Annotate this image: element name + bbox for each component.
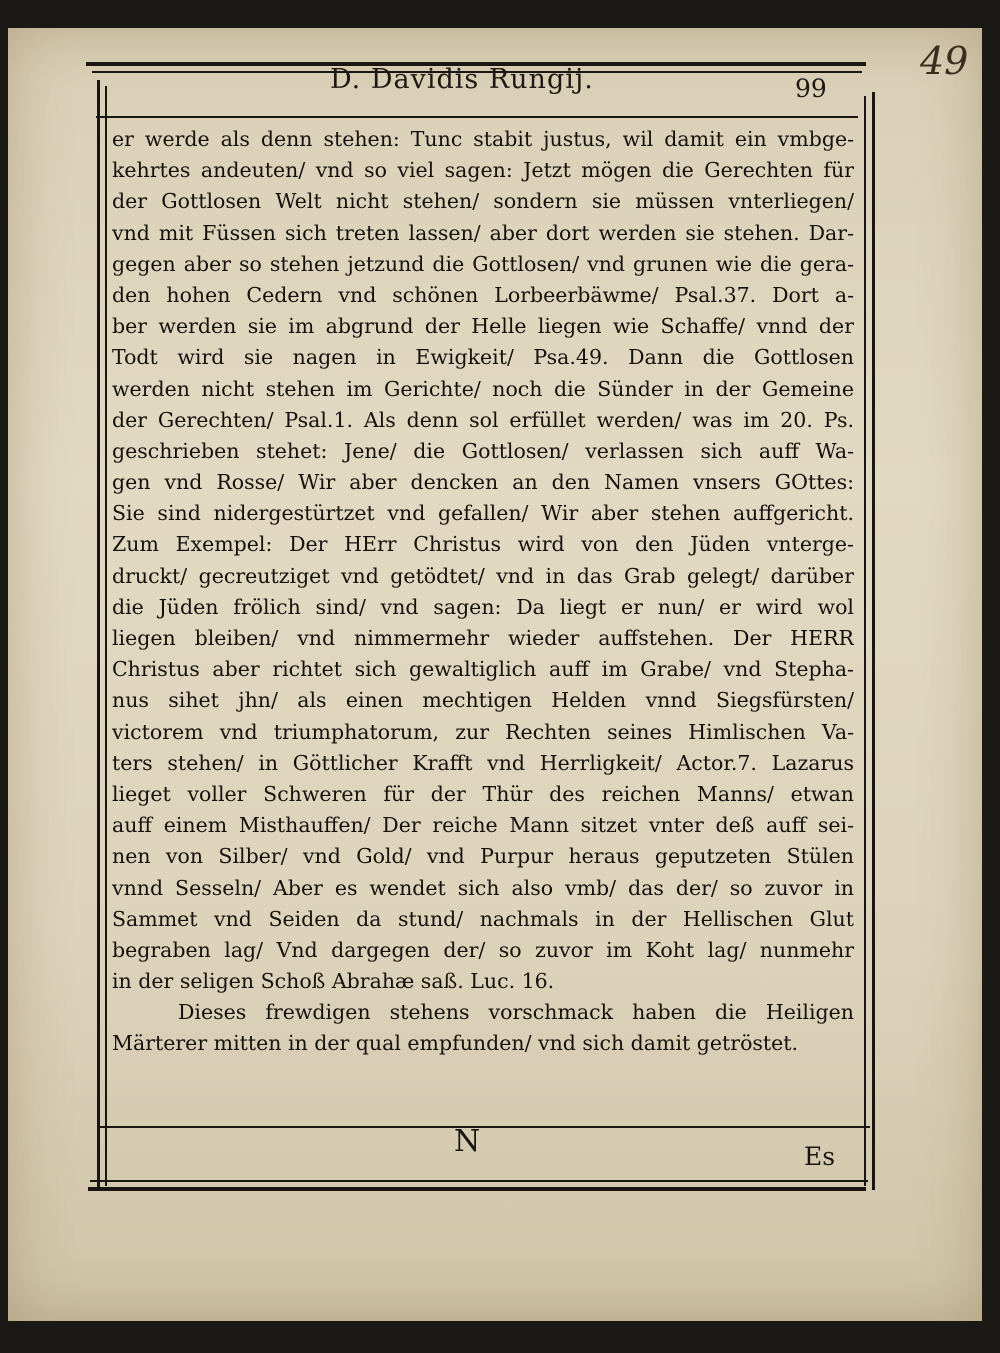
main-text-block — [112, 124, 854, 1060]
catchword: Es — [804, 1142, 836, 1171]
right-border-inner — [864, 96, 866, 1186]
text-line: die Jüden frölich sind/ vnd sagen: Da liegt er nun/ er wird wol — [112, 594, 854, 619]
text-line: Märterer mitten in der qual empfunden/ vnd sich damit getröstet. — [112, 1031, 799, 1056]
text-line: Christus aber richtet sich gewaltiglich auff im Grabe/ vnd Stepha- — [112, 657, 854, 682]
text-line: Dieses frewdigen stehens vorschmack haben die Heiligen — [178, 1000, 854, 1025]
bottom-rule-thick — [88, 1187, 866, 1191]
bottom-rule-thin — [90, 1180, 868, 1182]
left-border-outer — [97, 80, 100, 1190]
text-line: geschrieben stehet: Jene/ die Gottlosen/ verlassen sich auff Wa- — [112, 438, 854, 463]
text-line: druckt/ gecreutziget vnd getödtet/ vnd in das Grab gelegt/ darüber — [112, 563, 854, 588]
text-line: der Gottlosen Welt nicht stehen/ sondern sie müssen vnterliegen/ — [112, 189, 854, 214]
running-title: D. Davidis Rungij. — [330, 64, 594, 95]
page-number: 99 — [795, 74, 827, 103]
text-line: Sie sind nidergestürtzet vnd gefallen/ Wir aber stehen auffgericht. — [112, 501, 854, 526]
text-line: der Gerechten/ Psal.1. Als denn sol erfüllet werden/ was im 20. Ps. — [112, 407, 854, 432]
text-line: Todt wird sie nagen in Ewigkeit/ Psa.49. Dann die Gottlosen — [112, 345, 854, 370]
text-line: in der seligen Schoß Abrahæ saß. Luc. 16. — [112, 969, 555, 994]
footer-rule — [100, 1126, 870, 1128]
handwritten-leaf-number: 49 — [920, 39, 969, 83]
text-line: kehrtes andeuten/ vnd so viel sagen: Jetzt mögen die Gerechten für — [112, 158, 854, 183]
text-line: liegen bleiben/ vnd nimmermehr wieder auffstehen. Der HERR — [112, 626, 854, 650]
text-line: nus sihet jhn/ als einen mechtigen Helden vnnd Siegsfürsten/ — [112, 688, 854, 713]
signature-mark: N — [454, 1124, 481, 1159]
text-line: werden nicht stehen im Gerichte/ noch die Sünder in der Gemeine — [112, 376, 854, 401]
text-line: ters stehen/ in Göttlicher Krafft vnd Herrligkeit/ Actor.7. Lazarus — [112, 750, 854, 775]
header-rule — [96, 116, 858, 118]
text-line: nen von Silber/ vnd Gold/ vnd Purpur heraus geputzeten Stülen — [112, 844, 854, 869]
text-line: victorem vnd triumphatorum, zur Rechten seines Himlischen Va- — [112, 719, 854, 744]
text-line: auff einem Misthauffen/ Der reiche Mann sitzet vnter deß auff sei- — [112, 813, 854, 838]
text-line: ber werden sie im abgrund der Helle liegen wie Schaffe/ vnnd der — [112, 314, 854, 339]
text-line: er werde als denn stehen: Tunc stabit justus, wil damit ein vmbge- — [112, 127, 854, 151]
text-line: begraben lag/ Vnd dargegen der/ so zuvor im Koht lag/ nunmehr — [112, 937, 854, 962]
text-line: vnd mit Füssen sich treten lassen/ aber dort werden sie stehen. Dar- — [112, 220, 854, 245]
text-line: Sammet vnd Seiden da stund/ nachmals in der Hellischen Glut — [112, 906, 854, 931]
left-border-inner — [105, 86, 107, 1186]
right-border-outer — [872, 92, 875, 1190]
text-line: lieget voller Schweren für der Thür des reichen Manns/ etwan — [112, 781, 854, 806]
text-line: den hohen Cedern vnd schönen Lorbeerbäwme/ Psal.37. Dort a- — [112, 282, 854, 307]
text-line: gegen aber so stehen jetzund die Gottlosen/ vnd grunen wie die gera- — [112, 251, 854, 276]
text-line: Zum Exempel: Der HErr Christus wird von den Jüden vnterge- — [112, 532, 854, 557]
text-line: gen vnd Rosse/ Wir aber dencken an den Namen vnsers GOttes: — [112, 470, 854, 495]
text-line: vnnd Sesseln/ Aber es wendet sich also vmb/ das der/ so zuvor in — [112, 875, 854, 900]
